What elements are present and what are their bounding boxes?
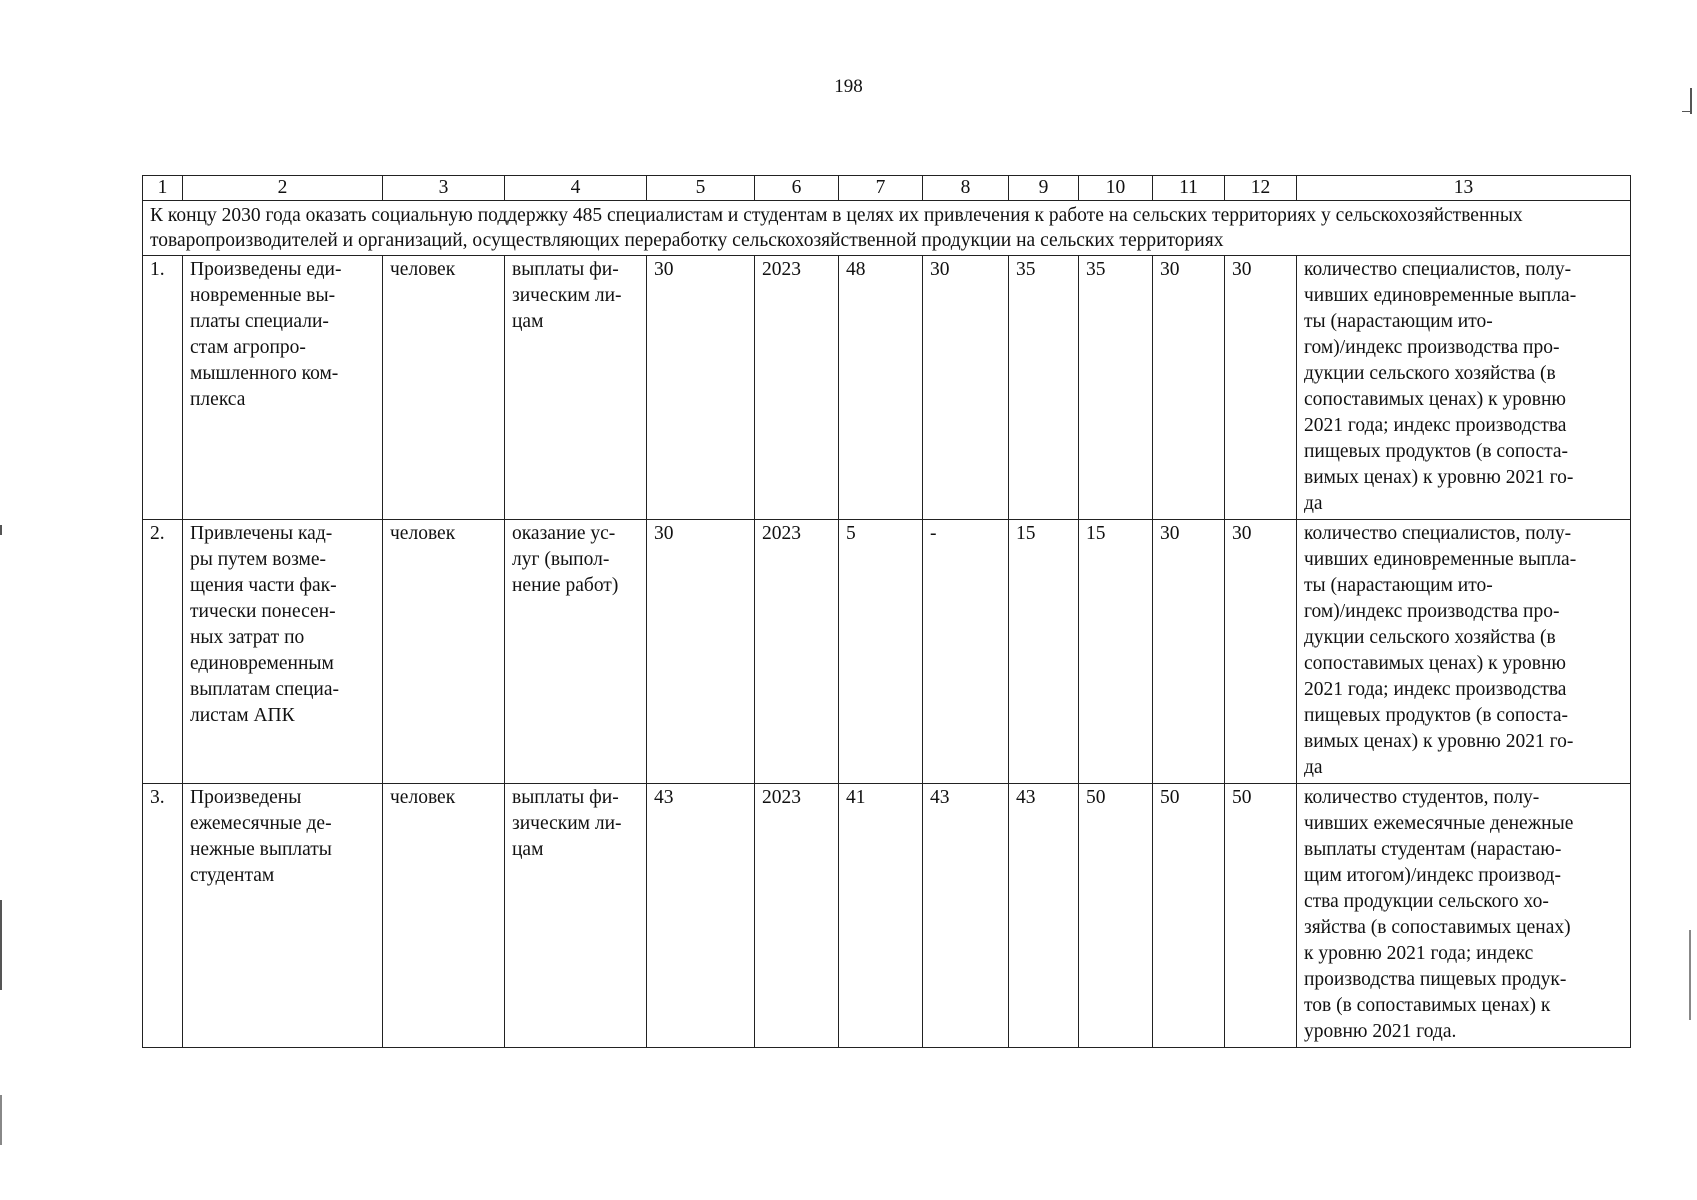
column-number: 7 [839, 176, 923, 201]
table-row [143, 520, 1631, 784]
value-cell: 30 [647, 256, 755, 520]
value-cell: 48 [839, 256, 923, 520]
column-number: 1 [143, 176, 183, 201]
column-number: 13 [1297, 176, 1631, 201]
year-cell: 2023 [755, 520, 839, 784]
goal-row [143, 201, 1631, 256]
value-cell: 35 [1009, 256, 1079, 520]
indicators-table [142, 175, 1631, 1048]
result-type: выплаты фи- зическим ли- цам [505, 784, 647, 1048]
column-number: 2 [183, 176, 383, 201]
value-cell: 30 [647, 520, 755, 784]
column-number-row [143, 176, 1631, 201]
unit-cell: человек [383, 520, 505, 784]
scan-artifact [1682, 111, 1692, 112]
unit-cell: человек [383, 256, 505, 520]
column-number: 9 [1009, 176, 1079, 201]
unit-cell: человек [383, 784, 505, 1048]
goal-text: К концу 2030 года оказать социальную поддержку 485 специалистам и студентам в целях их привлечения к работе на сельских территориях у сельскохозяйственных товаропроизводителей и организаций, осуществляющих переработку сельскохозяйственной продукции на сельских территориях [143, 201, 1631, 256]
row-number: 2. [143, 520, 183, 784]
scan-artifact [0, 525, 2, 535]
value-cell: 35 [1079, 256, 1153, 520]
result-name: Произведены ежемесячные де- нежные выплаты студентам [183, 784, 383, 1048]
scan-artifact [1689, 930, 1691, 1020]
scan-artifact [0, 900, 2, 990]
value-cell: 43 [1009, 784, 1079, 1048]
result-type: выплаты фи- зическим ли- цам [505, 256, 647, 520]
row-number: 3. [143, 784, 183, 1048]
column-number: 4 [505, 176, 647, 201]
row-number: 1. [143, 256, 183, 520]
result-name: Произведены еди- новременные вы- платы специали- стам агропро- мышленного ком- плекса [183, 256, 383, 520]
indicator-link: количество специалистов, полу- чивших единовременные выпла- ты (нарастающим ито- гом)/индекс производства про- дукции сельского хозяйства (в сопоставимых ценах) к уровню 2021 года; индекс производства пищевых продуктов (в сопоста- вимых ценах) к уровню 2021 го- да [1297, 520, 1631, 784]
value-cell: 5 [839, 520, 923, 784]
value-cell: 30 [1225, 520, 1297, 784]
column-number: 10 [1079, 176, 1153, 201]
result-name: Привлечены кад- ры путем возме- щения части фак- тически понесен- ных затрат по единовременным выплатам специа- листам АПК [183, 520, 383, 784]
value-cell: 30 [1153, 256, 1225, 520]
value-cell: 30 [923, 256, 1009, 520]
result-type: оказание ус- луг (выпол- нение работ) [505, 520, 647, 784]
value-cell: 41 [839, 784, 923, 1048]
value-cell: 30 [1225, 256, 1297, 520]
value-cell: 43 [923, 784, 1009, 1048]
indicator-link: количество специалистов, полу- чивших единовременные выпла- ты (нарастающим ито- гом)/индекс производства про- дукции сельского хозяйства (в сопоставимых ценах) к уровню 2021 года; индекс производства пищевых продуктов (в сопоста- вимых ценах) к уровню 2021 го- да [1297, 256, 1631, 520]
value-cell: 50 [1153, 784, 1225, 1048]
indicator-link: количество студентов, полу- чивших ежемесячные денежные выплаты студентам (нарастаю- щим итогом)/индекс производ- ства продукции сельского хо- зяйства (в сопоставимых ценах) к уровню 2021 года; индекс производства пищевых продук- тов (в сопоставимых ценах) к уровню 2021 года. [1297, 784, 1631, 1048]
page-number: 198 [834, 76, 863, 97]
scan-artifact [0, 1095, 2, 1145]
value-cell: 15 [1009, 520, 1079, 784]
table-row [143, 256, 1631, 520]
column-number: 12 [1225, 176, 1297, 201]
year-cell: 2023 [755, 256, 839, 520]
value-cell: 50 [1079, 784, 1153, 1048]
column-number: 3 [383, 176, 505, 201]
value-cell: - [923, 520, 1009, 784]
value-cell: 30 [1153, 520, 1225, 784]
year-cell: 2023 [755, 784, 839, 1048]
column-number: 8 [923, 176, 1009, 201]
column-number: 11 [1153, 176, 1225, 201]
table-row [143, 784, 1631, 1048]
column-number: 5 [647, 176, 755, 201]
value-cell: 50 [1225, 784, 1297, 1048]
value-cell: 43 [647, 784, 755, 1048]
column-number: 6 [755, 176, 839, 201]
value-cell: 15 [1079, 520, 1153, 784]
